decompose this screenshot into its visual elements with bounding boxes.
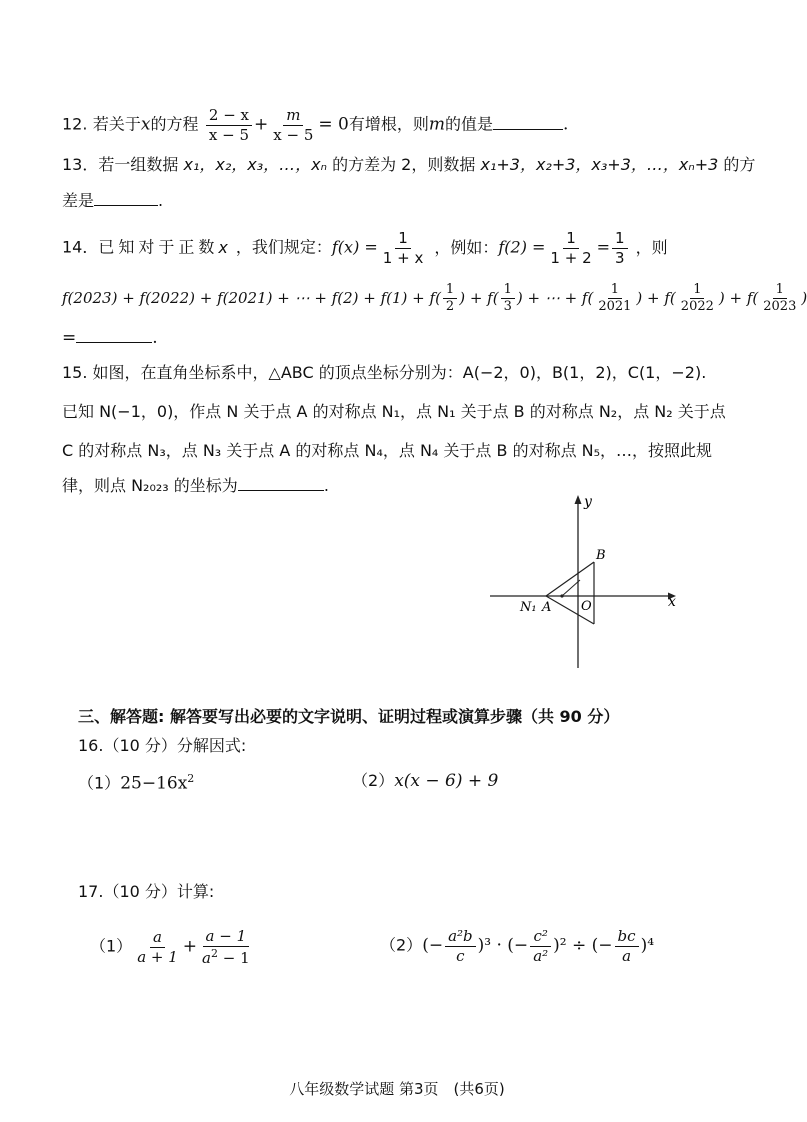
fraction: $\frac{1}{1 + 2}$ xyxy=(550,229,592,267)
question-17-part-2: （2）(− $\frac{\text{a²b}}{c}$ )³ · (− $\frac{\text{c²}}{\text{a²}}$ )² ÷ (− $\frac{bc}{a}$ )⁴ xyxy=(380,927,655,965)
fraction: $\frac{m}{x - 5}$ xyxy=(273,106,314,144)
fraction: $\frac{1}{3}$ xyxy=(612,230,628,266)
question-16-title: 16.（10 分）分解因式: xyxy=(78,736,247,755)
question-13-line-2: 差是 . xyxy=(62,191,164,210)
y-axis-arrow xyxy=(575,495,582,504)
question-14-line-2: f(2023) + f(2022) + f(2021) + ⋯ + f(2) + f(1) + f( $\frac{1}{2}$ ) + f( $\frac{1}{3}$ ) + ⋯ + f( $\frac{1}{2021}$ ) + f( $\frac{1}{2022}$ ) + f( $\frac{1}{2023}$ ) xyxy=(62,282,807,315)
answer-blank[interactable] xyxy=(238,478,324,491)
answer-blank[interactable] xyxy=(493,117,563,130)
question-15-line-2: 已知 N(−1，0)，作点 N 关于点 A 的对称点 N₁，点 N₁ 关于点 B 的对称点 N₂，点 N₂ 关于点 xyxy=(62,402,726,421)
fraction: $\frac{1}{1 + x}$ xyxy=(382,229,424,267)
point-A-label: A xyxy=(542,600,552,615)
answer-blank[interactable] xyxy=(76,330,152,343)
question-17-part-1: （1） $\frac{a}{a + 1}$ + $\frac{a - 1}{a^2 - 1}$ xyxy=(90,927,250,967)
point-N1-label: N₁ xyxy=(520,600,537,615)
y-axis-label: y xyxy=(584,494,592,510)
side-AB xyxy=(546,562,594,596)
section-3-heading: 三、解答题: 解答要写出必要的文字说明、证明过程或演算步骤（共 90 分） xyxy=(78,707,620,726)
question-14-line-1: 14．已知对于正数x ，我们规定：f(x) = $\frac{1}{1 + x}$ ，例如：f(2) = $\frac{1}{1 + 2}$ = $\frac{1}{3}$ ，则 xyxy=(62,229,668,267)
origin-label: O xyxy=(581,599,592,614)
question-16-part-1: $(1)25-16x^2$ xyxy=(78,772,195,794)
point-B-label: B xyxy=(596,548,606,563)
question-17-title: 17.（10 分）计算: xyxy=(78,882,215,901)
x-axis-label: x xyxy=(668,594,676,610)
point xyxy=(560,594,563,597)
question-13-line-1: 13．若一组数据 x₁，x₂，x₃，…，xₙ 的方差为 2，则数据 x₁+3，x₂+3，x₃+3，…，xₙ+3 的方 xyxy=(62,155,756,174)
question-12: 12. 若关于x的方程 $\frac{2 - x}{x - 5}$ + $\frac{m}{x - 5}$ = 0有增根，则m的值是 . xyxy=(62,106,569,144)
question-16-part-2: （2）x(x − 6) + 9 xyxy=(352,771,499,791)
coordinate-graph xyxy=(488,492,688,672)
question-15-line-4: 律，则点 N₂₀₂₃ 的坐标为 . xyxy=(62,476,329,495)
fraction: $\frac{2 - x}{x - 5}$ xyxy=(206,107,252,143)
page-footer: 八年级数学试题 第3页 (共6页) xyxy=(289,1080,505,1098)
question-14-line-3: = . xyxy=(62,328,158,348)
question-15-line-3: C 的对称点 N₃，点 N₃ 关于点 A 的对称点 N₄，点 N₄ 关于点 B 的对称点 N₅，…，按照此规 xyxy=(62,441,713,460)
answer-blank[interactable] xyxy=(94,193,158,206)
question-15-line-1: 15. 如图，在直角坐标系中，△ABC 的顶点坐标分别为：A(−2，0)，B(1，2)，C(1，−2). xyxy=(62,363,707,382)
